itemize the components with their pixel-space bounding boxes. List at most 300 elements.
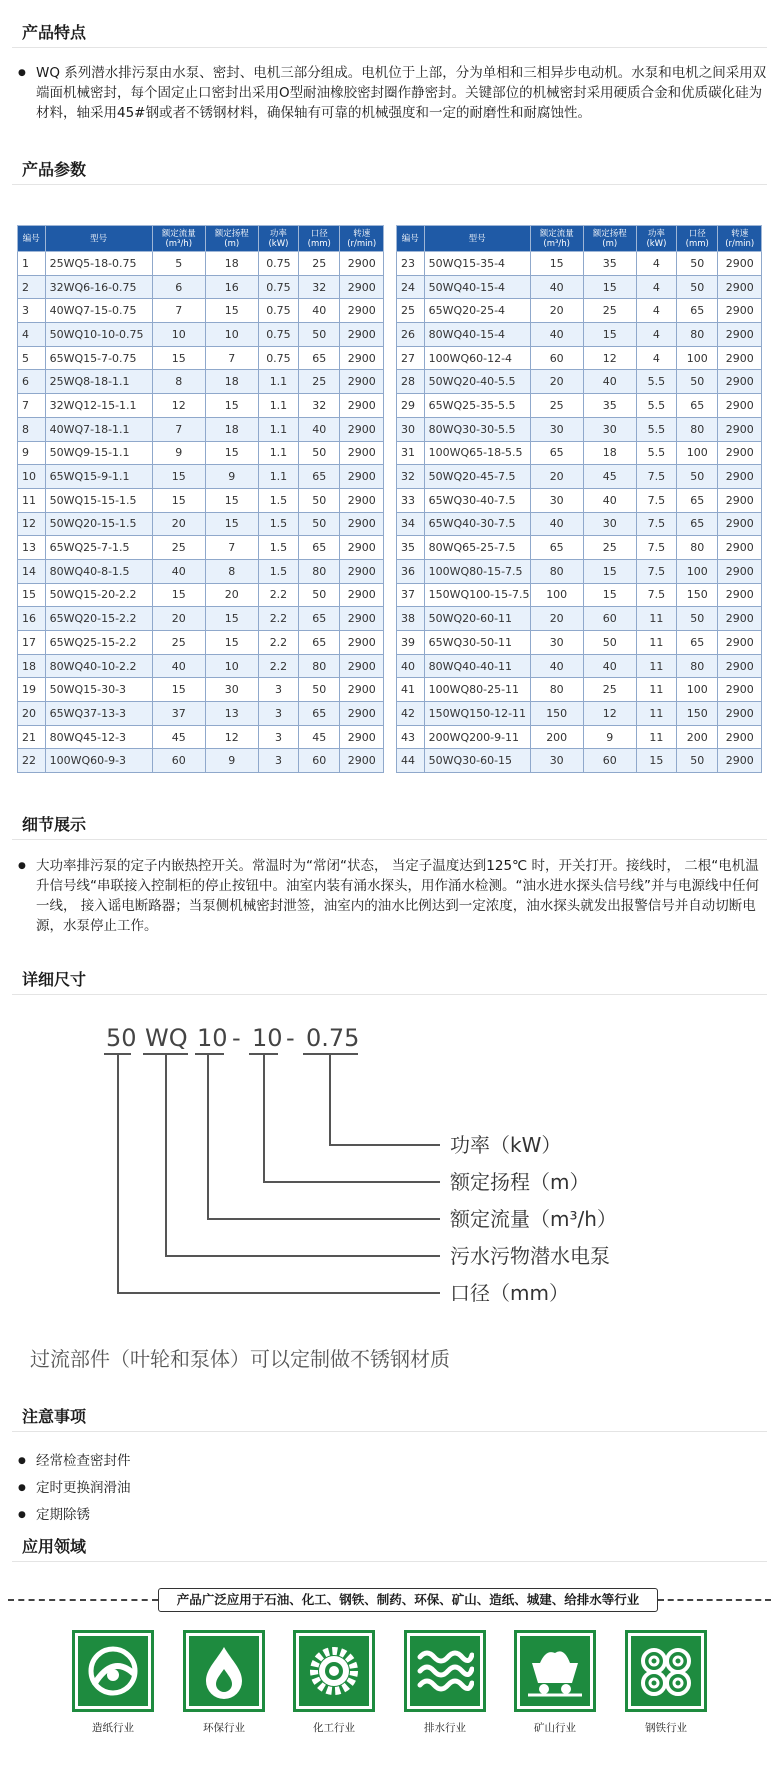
table-cell: 65WQ30-50-11 [424,631,530,655]
table-cell: 12 [18,512,46,536]
table-row [18,678,384,702]
table-cell: 35 [583,252,636,276]
label-diameter: 口径（mm） [450,1281,569,1305]
code-dash-2: - [286,1024,295,1052]
label-power: 功率（kW） [450,1133,562,1157]
table-cell: 7 [205,536,258,560]
table-cell: 2900 [718,394,762,418]
table-cell: 80WQ65-25-7.5 [424,536,530,560]
table-cell: 2900 [718,607,762,631]
list-item: ● 经常检查密封件 [16,1448,756,1475]
table-cell: 25 [152,631,205,655]
table-cell: 40 [530,275,583,299]
table-cell: 33 [397,488,425,512]
table-cell: 100WQ60-9-3 [45,749,152,773]
section-title-notes: 注意事项 [12,1402,767,1432]
params-table-right [396,225,762,773]
table-cell: 8 [152,370,205,394]
table-cell: 44 [397,749,425,773]
table-row [18,607,384,631]
table-row [397,654,762,678]
table-cell: 2900 [340,370,384,394]
table-cell: 15 [205,512,258,536]
table-cell: 65WQ15-7-0.75 [45,346,152,370]
label-head: 额定扬程（m） [450,1170,590,1194]
table-cell: 25WQ5-18-0.75 [45,252,152,276]
table-cell: 20 [530,299,583,323]
table-cell: 8 [18,417,46,441]
table-cell: 2900 [340,488,384,512]
table-row [397,702,762,726]
table-cell: 6 [18,370,46,394]
table-cell: 15 [205,299,258,323]
table-cell: 11 [636,607,676,631]
table-cell: 80 [677,654,718,678]
table-header-cell: 口径 (mm) [677,226,718,252]
table-cell: 2900 [718,488,762,512]
table-cell: 25 [583,678,636,702]
table-cell: 22 [18,749,46,773]
table-cell: 25 [299,252,340,276]
table-cell: 45 [583,465,636,489]
table-cell: 100WQ60-12-4 [424,346,530,370]
table-cell: 18 [205,417,258,441]
table-cell: 15 [152,346,205,370]
table-row [397,678,762,702]
table-cell: 29 [397,394,425,418]
table-cell: 7.5 [636,512,676,536]
industry-label: 钢铁行业 [645,1722,687,1734]
table-cell: 50WQ15-35-4 [424,252,530,276]
code-dash-1: - [232,1024,241,1052]
table-cell: 9 [205,465,258,489]
table-cell: 2.2 [258,583,298,607]
table-cell: 20 [530,465,583,489]
table-cell: 150 [677,583,718,607]
table-cell: 150 [530,702,583,726]
table-cell: 7 [205,346,258,370]
features-text: ● WQ 系列潜水排污泵由水泵、密封、电机三部分组成。电机位于上部，分为单相和三相异步电动机。水泵和电机之间采用双端面机械密封，每个固定止口密封出采用O型耐油橡胶密封圈作静密封。关键部位的机械密封采用硬质合金和优质碳化硅为材料，轴采用45#钢或者不锈钢材料，确保轴有可靠的机械强度和一定的耐磨性和耐腐蚀性。 [16,63,768,123]
table-cell: 65 [530,441,583,465]
table-cell: 30 [205,678,258,702]
table-cell: 50WQ20-40-5.5 [424,370,530,394]
table-cell: 200 [677,725,718,749]
code-part-flow: 10 [197,1024,228,1052]
table-cell: 21 [18,725,46,749]
industry-label: 造纸行业 [92,1722,134,1734]
table-cell: 1.1 [258,465,298,489]
table-row [18,441,384,465]
table-cell: 65WQ25-15-2.2 [45,631,152,655]
application-banner-text: 产品广泛应用于石油、化工、钢铁、制药、环保、矿山、造纸、城建、给排水等行业 [158,1588,658,1612]
table-cell: 18 [205,252,258,276]
table-cell: 1.5 [258,559,298,583]
table-cell: 3 [258,678,298,702]
table-row [397,323,762,347]
table-cell: 50WQ10-10-0.75 [45,323,152,347]
mine-cart-icon [526,1643,584,1699]
table-row [18,275,384,299]
table-cell: 30 [530,488,583,512]
table-cell: 32WQ12-15-1.1 [45,394,152,418]
table-cell: 40 [152,559,205,583]
table-cell: 40 [299,417,340,441]
table-cell: 15 [583,275,636,299]
table-cell: 2900 [718,252,762,276]
table-cell: 34 [397,512,425,536]
table-cell: 3 [258,725,298,749]
table-cell: 40 [152,654,205,678]
table-cell: 15 [583,323,636,347]
table-cell: 2900 [340,465,384,489]
table-cell: 11 [636,678,676,702]
table-cell: 2900 [340,275,384,299]
table-cell: 2900 [718,275,762,299]
table-cell: 15 [205,631,258,655]
table-cell: 4 [18,323,46,347]
table-cell: 65 [677,631,718,655]
table-row [18,465,384,489]
table-cell: 4 [636,346,676,370]
table-header-row [397,226,762,252]
table-cell: 2900 [718,417,762,441]
code-part-power: 0.75 [306,1024,360,1052]
table-row [397,275,762,299]
table-cell: 7.5 [636,488,676,512]
table-cell: 4 [636,252,676,276]
industry-label: 化工行业 [313,1722,355,1734]
table-cell: 10 [205,323,258,347]
table-cell: 5.5 [636,441,676,465]
table-cell: 65 [530,536,583,560]
table-cell: 11 [18,488,46,512]
table-cell: 2900 [340,323,384,347]
table-row [18,488,384,512]
table-cell: 2.2 [258,631,298,655]
table-cell: 50 [677,749,718,773]
industry-label: 环保行业 [203,1722,245,1734]
industry-paper [72,1630,154,1735]
table-row [18,323,384,347]
table-cell: 40 [583,654,636,678]
table-cell: 35 [583,394,636,418]
details-text: ● 大功率排污泵的定子内嵌热控开关。常温时为“常闭“状态， 当定子温度达到125℃ 时，开关打开。接线时， 二根“电机温升信号线“串联接入控制柜的停止按钮中。油室内装有涌水探头，用作涌水检测。“油水进水探头信号线”并与电源线中任何一线， 接入谣电断路器；当泵侧机械密封泄签，油室内的油水比例达到一定浓度，油水探头就发出报警信号并自动切断电源，水泵停止工作。 [16,856,768,936]
table-row [397,583,762,607]
table-cell: 80 [299,654,340,678]
table-cell: 2900 [340,654,384,678]
table-cell: 40 [530,512,583,536]
table-header-cell: 额定流量 (m³/h) [530,226,583,252]
table-cell: 50 [677,465,718,489]
table-cell: 0.75 [258,323,298,347]
table-cell: 5 [152,252,205,276]
table-cell: 5.5 [636,394,676,418]
table-cell: 65 [677,488,718,512]
table-cell: 100 [530,583,583,607]
section-title-dimensions: 详细尺寸 [12,965,767,995]
table-row [397,252,762,276]
table-cell: 30 [397,417,425,441]
table-cell: 10 [152,323,205,347]
table-cell: 0.75 [258,252,298,276]
table-cell: 37 [397,583,425,607]
table-cell: 60 [299,749,340,773]
section-title-features: 产品特点 [12,18,767,48]
table-cell: 80 [299,559,340,583]
table-cell: 18 [205,370,258,394]
table-header-cell: 功率 (kW) [258,226,298,252]
table-header-cell: 额定扬程 (m) [205,226,258,252]
table-cell: 60 [530,346,583,370]
table-row [18,252,384,276]
table-cell: 25 [530,394,583,418]
table-cell: 65 [299,607,340,631]
table-cell: 28 [397,370,425,394]
table-cell: 37 [152,702,205,726]
table-cell: 65 [299,536,340,560]
table-cell: 80WQ40-15-4 [424,323,530,347]
table-row [397,725,762,749]
table-cell: 150WQ150-12-11 [424,702,530,726]
table-cell: 40 [583,370,636,394]
list-item: ● 定时更换润滑油 [16,1475,756,1502]
industry-chemical [293,1630,375,1735]
table-cell: 50WQ15-20-2.2 [45,583,152,607]
table-row [18,512,384,536]
table-cell: 2900 [340,512,384,536]
table-cell: 2900 [718,631,762,655]
table-cell: 65WQ25-7-1.5 [45,536,152,560]
table-cell: 50WQ30-60-15 [424,749,530,773]
table-cell: 40WQ7-15-0.75 [45,299,152,323]
table-cell: 39 [397,631,425,655]
table-row [397,607,762,631]
table-cell: 5.5 [636,370,676,394]
table-cell: 2900 [718,299,762,323]
table-cell: 100 [677,678,718,702]
table-cell: 1.5 [258,512,298,536]
table-cell: 30 [530,749,583,773]
table-cell: 65 [299,631,340,655]
table-cell: 2900 [718,725,762,749]
table-cell: 20 [152,607,205,631]
table-cell: 7.5 [636,536,676,560]
code-part-type: WQ [145,1024,188,1052]
table-cell: 0.75 [258,275,298,299]
table-cell: 1.1 [258,370,298,394]
label-pump-type: 污水污物潜水电泵 [450,1244,610,1268]
table-cell: 50 [299,323,340,347]
table-cell: 35 [397,536,425,560]
table-row [397,488,762,512]
gear-icon [305,1642,363,1700]
table-cell: 100 [677,441,718,465]
table-cell: 9 [205,749,258,773]
table-cell: 20 [205,583,258,607]
table-cell: 40WQ7-18-1.1 [45,417,152,441]
table-row [18,631,384,655]
table-cell: 30 [530,417,583,441]
application-banner [8,1588,771,1612]
table-cell: 15 [636,749,676,773]
table-cell: 50 [677,275,718,299]
table-cell: 7.5 [636,465,676,489]
table-cell: 7 [152,299,205,323]
table-cell: 2900 [340,441,384,465]
water-waves-icon [416,1643,474,1699]
table-row [397,631,762,655]
table-cell: 12 [205,725,258,749]
table-cell: 4 [636,299,676,323]
table-cell: 15 [530,252,583,276]
table-cell: 2900 [340,299,384,323]
table-cell: 2900 [340,749,384,773]
table-cell: 20 [530,607,583,631]
table-cell: 4 [636,275,676,299]
table-cell: 80 [677,323,718,347]
section-title-details: 细节展示 [12,810,767,840]
industry-environment [183,1630,265,1735]
table-cell: 20 [530,370,583,394]
table-row [18,299,384,323]
table-cell: 15 [583,583,636,607]
table-cell: 65 [299,702,340,726]
table-cell: 1 [18,252,46,276]
table-row [397,441,762,465]
table-cell: 50 [677,607,718,631]
table-row [397,512,762,536]
table-cell: 16 [18,607,46,631]
table-row [18,559,384,583]
table-cell: 25 [583,536,636,560]
table-cell: 65 [677,394,718,418]
table-cell: 50 [299,488,340,512]
table-cell: 8 [205,559,258,583]
table-cell: 2900 [718,583,762,607]
table-cell: 1.1 [258,394,298,418]
table-cell: 2900 [340,678,384,702]
table-row [397,299,762,323]
industry-label: 矿山行业 [534,1722,576,1734]
table-cell: 2900 [718,536,762,560]
table-cell: 20 [18,702,46,726]
table-cell: 2900 [718,654,762,678]
table-header-cell: 功率 (kW) [636,226,676,252]
table-cell: 2900 [340,607,384,631]
table-cell: 40 [299,299,340,323]
table-row [18,749,384,773]
table-cell: 15 [205,441,258,465]
list-item: ● 定期除锈 [16,1502,756,1529]
table-cell: 27 [397,346,425,370]
table-cell: 2900 [340,536,384,560]
table-cell: 80WQ40-40-11 [424,654,530,678]
table-cell: 18 [18,654,46,678]
table-cell: 9 [152,441,205,465]
table-cell: 15 [152,488,205,512]
table-cell: 80WQ30-30-5.5 [424,417,530,441]
table-cell: 200 [530,725,583,749]
table-cell: 36 [397,559,425,583]
table-cell: 2900 [718,702,762,726]
table-cell: 2 [18,275,46,299]
table-cell: 3 [18,299,46,323]
table-cell: 2900 [340,559,384,583]
table-cell: 2900 [340,252,384,276]
table-cell: 65WQ20-25-4 [424,299,530,323]
table-cell: 2900 [340,631,384,655]
table-header-cell: 型号 [45,226,152,252]
table-cell: 2900 [340,725,384,749]
industry-steel [625,1630,707,1735]
table-cell: 60 [152,749,205,773]
table-cell: 50WQ20-15-1.5 [45,512,152,536]
section-title-application: 应用领域 [12,1532,767,1562]
table-cell: 43 [397,725,425,749]
flame-drop-icon [196,1643,252,1699]
table-cell: 25 [152,536,205,560]
table-cell: 50WQ15-15-1.5 [45,488,152,512]
label-flow: 额定流量（m³/h） [450,1207,617,1231]
table-header-cell: 型号 [424,226,530,252]
table-cell: 15 [583,559,636,583]
table-cell: 50WQ15-30-3 [45,678,152,702]
table-row [18,394,384,418]
table-cell: 65WQ40-30-7.5 [424,512,530,536]
table-cell: 65WQ15-9-1.1 [45,465,152,489]
material-note: 过流部件（叶轮和泵体）可以定制做不锈钢材质 [30,1347,450,1371]
table-cell: 30 [583,417,636,441]
table-cell: 40 [583,488,636,512]
table-cell: 15 [152,678,205,702]
table-cell: 60 [583,749,636,773]
table-cell: 7 [152,417,205,441]
table-header-cell: 编号 [18,226,46,252]
table-cell: 2900 [718,559,762,583]
table-row [18,346,384,370]
table-header-cell: 转速 (r/min) [340,226,384,252]
table-cell: 50 [677,370,718,394]
table-cell: 7.5 [636,559,676,583]
table-cell: 11 [636,702,676,726]
table-cell: 5 [18,346,46,370]
table-header-cell: 转速 (r/min) [718,226,762,252]
table-cell: 32WQ6-16-0.75 [45,275,152,299]
table-cell: 2900 [340,702,384,726]
table-cell: 2900 [718,678,762,702]
table-header-cell: 额定流量 (m³/h) [152,226,205,252]
industry-mining [514,1630,596,1735]
table-cell: 200WQ200-9-11 [424,725,530,749]
table-row [18,370,384,394]
table-cell: 1.5 [258,488,298,512]
table-cell: 10 [205,654,258,678]
table-cell: 41 [397,678,425,702]
table-cell: 150 [677,702,718,726]
table-cell: 100WQ80-15-7.5 [424,559,530,583]
table-cell: 2900 [340,583,384,607]
table-row [18,654,384,678]
table-cell: 12 [583,702,636,726]
code-part-head: 10 [252,1024,283,1052]
table-cell: 17 [18,631,46,655]
table-cell: 13 [205,702,258,726]
table-row [18,702,384,726]
table-cell: 3 [258,702,298,726]
table-cell: 100WQ65-18-5.5 [424,441,530,465]
industry-drainage [404,1630,486,1735]
table-cell: 4 [636,323,676,347]
